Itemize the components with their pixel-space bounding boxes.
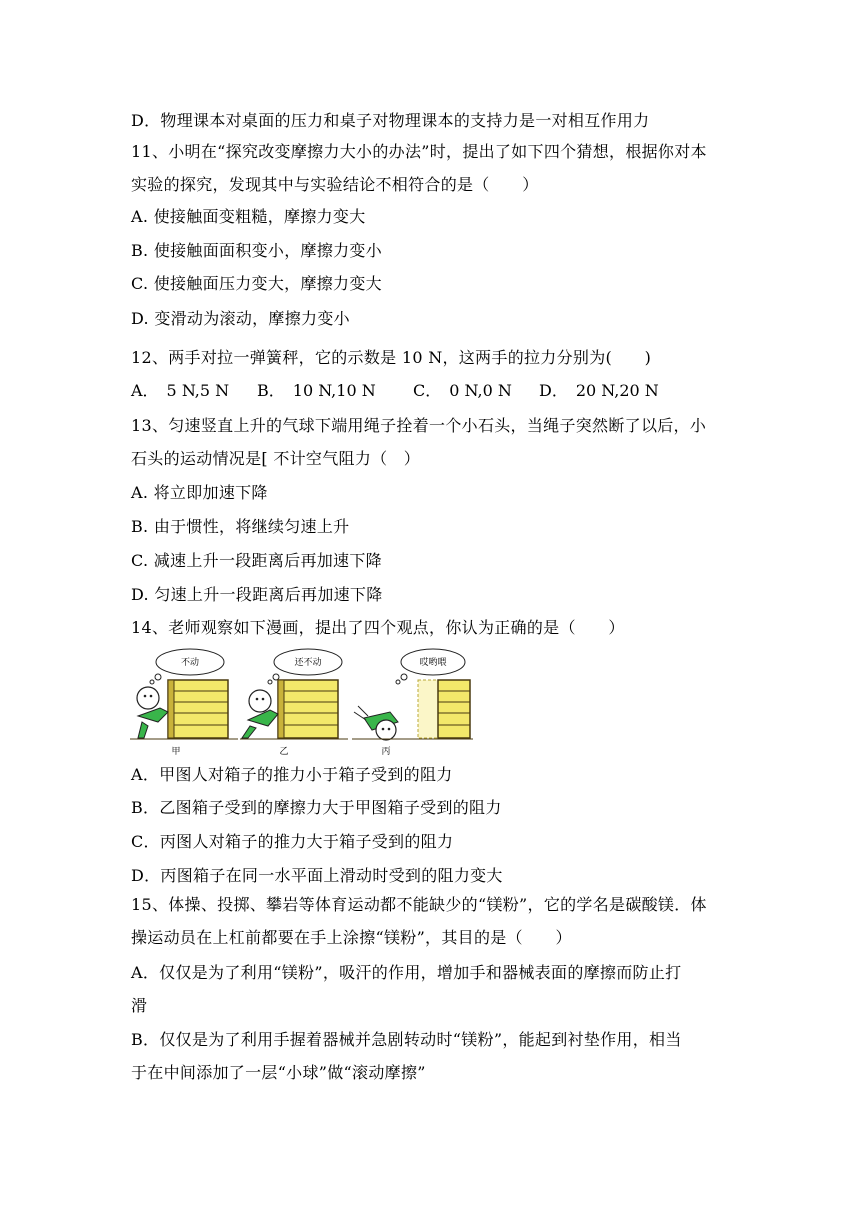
- q15-stem-line1: 15、体操、投掷、攀岩等体育运动都不能缺少的“镁粉”，它的学名是碳酸镁．体: [131, 895, 707, 914]
- q15-stem-line2: 操运动员在上杠前都要在手上涂擦“镁粉”，其目的是（ ）: [131, 928, 572, 947]
- panel2-label: 乙: [279, 747, 289, 757]
- q11-option-c: C. 使接触面压力变大，摩擦力变大: [131, 274, 382, 293]
- q15-option-b-line2: 于在中间添加了一层“小球”做“滚动摩擦”: [131, 1063, 426, 1082]
- comic-svg: [128, 646, 474, 758]
- q11-stem-line2: 实验的探究，发现其中与实验结论不相符合的是（ ）: [131, 175, 539, 194]
- q13-option-d: D. 匀速上升一段距离后再加速下降: [131, 585, 383, 604]
- q10-option-d: D．物理课本对桌面的压力和桌子对物理课本的支持力是一对相互作用力: [131, 111, 650, 130]
- q13-stem-line1: 13、匀速竖直上升的气球下端用绳子拴着一个小石头，当绳子突然断了以后，小: [131, 416, 707, 435]
- q13-option-a: A. 将立即加速下降: [131, 483, 268, 502]
- q15-option-a-line2: 滑: [131, 996, 148, 1015]
- q14-comic-illustration: [128, 646, 474, 758]
- panel2-bubble-text: 还不动: [294, 658, 322, 668]
- comic-panel-3: [352, 649, 473, 757]
- q14-stem: 14、老师观察如下漫画，提出了四个观点，你认为正确的是（ ）: [131, 618, 625, 637]
- q14-option-a: A．甲图人对箱子的推力小于箱子受到的阻力: [131, 765, 453, 784]
- q14-option-c: C．丙图人对箱子的推力大于箱子受到的阻力: [131, 832, 454, 851]
- q11-option-d: D. 变滑动为滚动，摩擦力变小: [131, 309, 350, 328]
- q13-stem-line2: 石头的运动情况是[ 不计空气阻力（ ）: [131, 449, 421, 468]
- q12-option-c: C． 0 N,0 N: [413, 381, 512, 400]
- q12-stem: 12、两手对拉一弹簧秤，它的示数是 10 N，这两手的拉力分别为( ): [131, 348, 652, 367]
- q13-option-c: C. 减速上升一段距离后再加速下降: [131, 551, 382, 570]
- q15-option-a-line1: A．仅仅是为了利用“镁粉”，吸汗的作用，增加手和器械表面的摩擦而防止打: [131, 963, 682, 982]
- q11-option-a: A. 使接触面变粗糙，摩擦力变大: [131, 207, 366, 226]
- panel3-label: 丙: [381, 747, 391, 757]
- panel3-bubble-text: 哎哟喂: [419, 658, 447, 668]
- q12-option-b: B． 10 N,10 N: [257, 381, 376, 400]
- q14-option-d: D．丙图箱子在同一水平面上滑动时受到的阻力变大: [131, 866, 503, 885]
- comic-panel-2: [240, 649, 348, 757]
- q14-option-b: B．乙图箱子受到的摩擦力大于甲图箱子受到的阻力: [131, 798, 502, 817]
- panel1-bubble-text: 不动: [180, 658, 200, 668]
- q11-stem-line1: 11、小明在“探究改变摩擦力大小的办法”时，提出了如下四个猜想，根据你对本: [131, 142, 707, 161]
- q12-option-a: A． 5 N,5 N: [131, 381, 230, 400]
- q11-option-b: B. 使接触面面积变小，摩擦力变小: [131, 241, 383, 260]
- q13-option-b: B. 由于惯性，将继续匀速上升: [131, 517, 350, 536]
- q12-option-d: D． 20 N,20 N: [539, 381, 659, 400]
- comic-panel-1: [130, 649, 238, 757]
- q15-option-b-line1: B．仅仅是为了利用手握着器械并急剧转动时“镁粉”，能起到衬垫作用，相当: [131, 1030, 682, 1049]
- panel1-label: 甲: [171, 747, 181, 757]
